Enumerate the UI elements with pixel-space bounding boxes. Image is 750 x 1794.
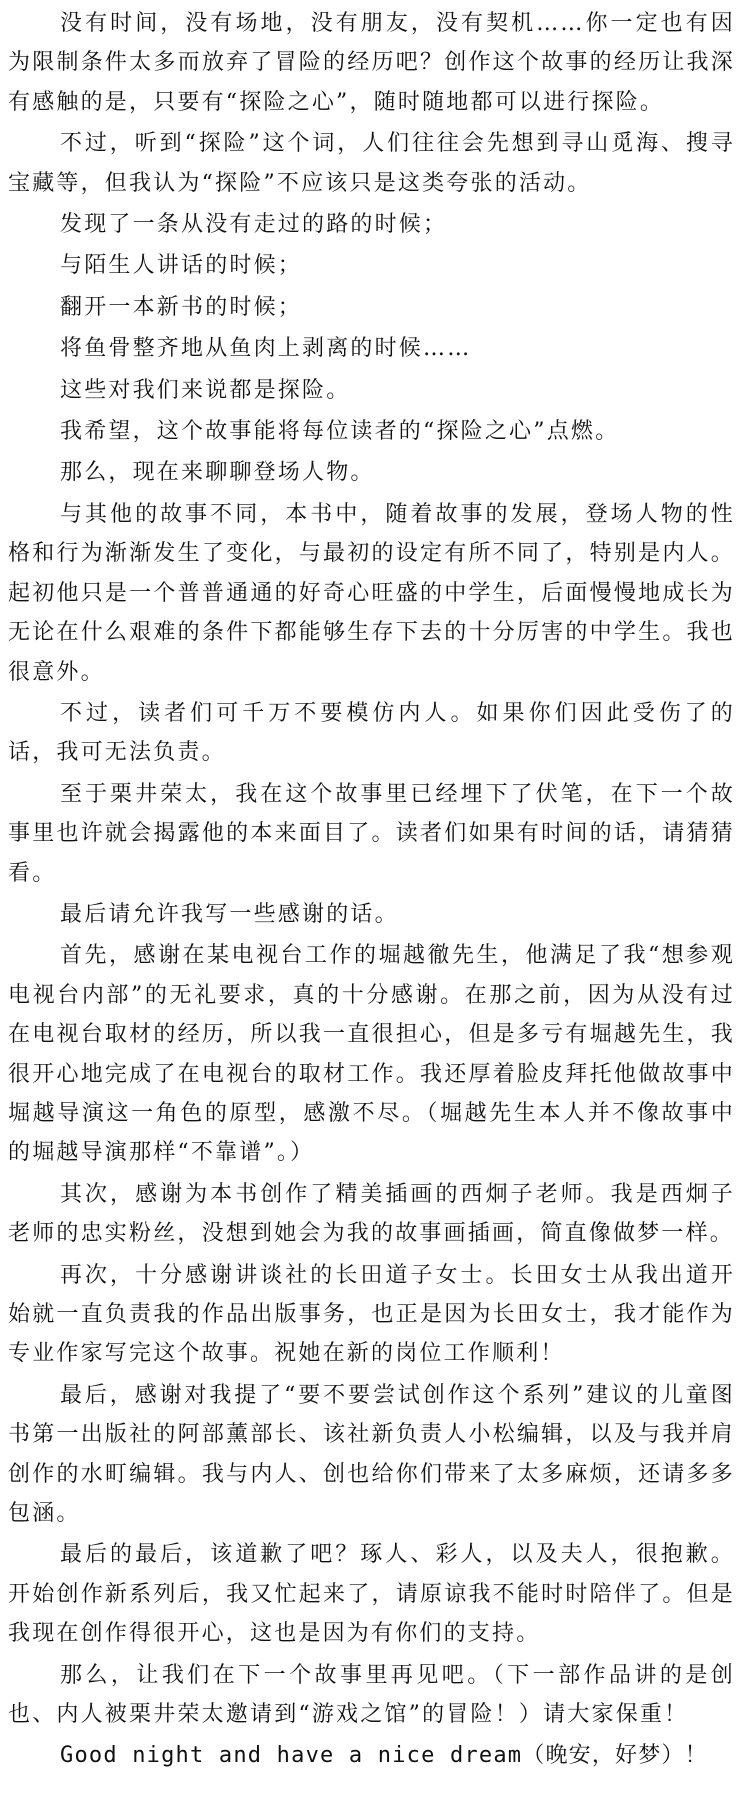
- document-body: [8, 0, 735, 1778]
- paragraph: 最后请允许我写一些感谢的话。: [60, 901, 399, 927]
- paragraph: 没有时间，没有场地，没有朋友，没有契机……你一定也有因为限制条件太多而放弃了冒险的经历吧？创作这个故事的经历让我深有感触的是，只要有“探险之心”，随时随地都可以进行探险。: [8, 11, 735, 115]
- closing-line: Good night and have a nice dream（晚安，好梦）！: [60, 1743, 708, 1769]
- paragraph: 发现了一条从没有走过的路的时候；: [60, 212, 448, 238]
- paragraph: 不过，读者们可千万不要模仿内人。如果你们因此受伤了的话，我可无法负责。: [8, 700, 735, 766]
- paragraph: 与其他的故事不同，本书中，随着故事的发展，登场人物的性格和行为渐渐发生了变化，与最初的设定有所不同了，特别是内人。起初他只是一个普普通通的好奇心旺盛的中学生，后面慢慢地成长为无论在什么艰难的条件下都能够生存下去的十分厉害的中学生。我也很意外。: [8, 501, 735, 685]
- paragraph: 与陌生人讲话的时候；: [60, 253, 303, 279]
- paragraph: 我希望，这个故事能将每位读者的“探险之心”点燃。: [60, 419, 620, 445]
- paragraph: 翻开一本新书的时候；: [60, 294, 303, 320]
- paragraph: 那么，现在来聊聊登场人物。: [60, 460, 375, 486]
- paragraph: 其次，感谢为本书创作了精美插画的西炯子老师。我是西炯子老师的忠实粉丝，没想到她会为我的故事画插画，简直像做梦一样。: [8, 1181, 735, 1247]
- paragraph: 那么，让我们在下一个故事里再见吧。（下一部作品讲的是创也、内人被栗井荣太邀请到“游戏之馆”的冒险！）请大家保重！: [8, 1662, 735, 1728]
- paragraph: 首先，感谢在某电视台工作的堀越徹先生，他满足了我“想参观电视台内部”的无礼要求，真的十分感谢。在那之前，因为从没有过在电视台取材的经历，所以我一直很担心，但是多亏有堀越先生，我很开心地完成了在电视台的取材工作。我还厚着脸皮拜托他做故事中堀越导演这一角色的原型，感激不尽。（堀越先生本人并不像故事中的堀越导演那样“不靠谱”。）: [8, 943, 735, 1166]
- paragraph: 将鱼骨整齐地从鱼肉上剥离的时候……: [60, 336, 472, 362]
- paragraph: 这些对我们来说都是探险。: [60, 377, 351, 403]
- paragraph: 不过，听到“探险”这个词，人们往往会先想到寻山觅海、搜寻宝藏等，但我认为“探险”不应该只是这类夸张的活动。: [8, 131, 735, 196]
- paragraph: 至于栗井荣太，我在这个故事里已经埋下了伏笔，在下一个故事里也许就会揭露他的本来面目了。读者们如果有时间的话，请猜猜看。: [8, 781, 735, 886]
- paragraph: 最后，感谢对我提了“要不要尝试创作这个系列”建议的儿童图书第一出版社的阿部薰部长、该社新负责人小松编辑，以及与我并肩创作的水町编辑。我与内人、创也给你们带来了太多麻烦，还请多多包涵。: [8, 1382, 735, 1527]
- paragraph: 再次，十分感谢讲谈社的长田道子女士。长田女士从我出道开始就一直负责我的作品出版事务，也正是因为长田女士，我才能作为专业作家写完这个故事。祝她在新的岗位工作顺利！: [8, 1262, 735, 1367]
- paragraph: 最后的最后，该道歉了吧？琢人、彩人，以及夫人，很抱歉。开始创作新系列后，我又忙起来了，请原谅我不能时时陪伴了。但是我现在创作得很开心，这也是因为有你们的支持。: [8, 1542, 735, 1647]
